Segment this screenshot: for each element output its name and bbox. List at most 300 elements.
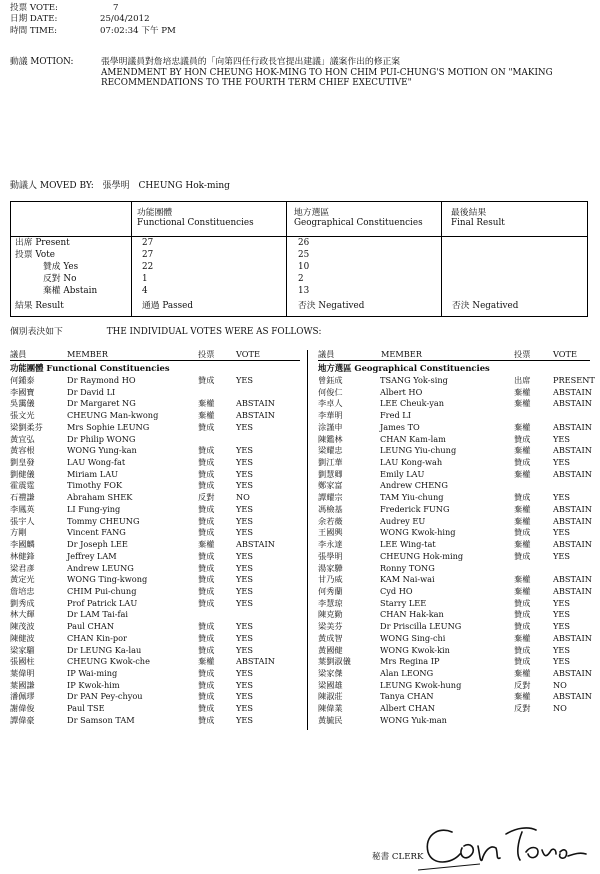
vote-en: YES: [236, 668, 253, 678]
summary-gc-present: 26: [298, 238, 310, 248]
member-name-zh: 張國柱: [10, 656, 35, 667]
vote-zh: 棄權: [514, 574, 531, 585]
mover-name-en: CHEUNG Hok-ming: [138, 181, 230, 191]
gc-group-label: 地方選區 Geographical Constituencies: [318, 363, 490, 373]
member-name-zh: 林大輝: [10, 609, 35, 620]
vote-zh: 贊成: [198, 679, 215, 690]
vote-zh: 贊成: [198, 621, 215, 632]
member-name-en: Dr David LI: [67, 386, 116, 397]
gc-member-row: [0, 492, 600, 504]
vote-en: YES: [236, 457, 253, 468]
vote-en: YES: [236, 632, 253, 643]
member-name-en: Miriam LAU: [67, 468, 119, 479]
member-name-en: Dr PAN Pey-chyou: [67, 691, 143, 702]
gc-header-rule: [318, 360, 590, 361]
member-name-zh: 何秀蘭: [318, 585, 343, 596]
member-name-zh: 梁家騮: [10, 644, 35, 655]
vote-zh: 棄權: [514, 503, 531, 514]
vote-zh: 棄權: [514, 386, 531, 397]
clerk-signature: [418, 812, 588, 872]
moved-by-label: 動議人 MOVED BY:: [10, 181, 94, 191]
vote-zh: 贊成: [514, 656, 531, 667]
vote-zh: 贊成: [514, 621, 531, 632]
vote-en: ABSTAIN: [236, 410, 275, 421]
member-name-zh: 張宇人: [10, 515, 35, 526]
member-name-zh: 何鍾泰: [10, 375, 35, 385]
member-name-zh: 黃宜弘: [10, 433, 35, 444]
vote-zh: 棄權: [198, 539, 215, 550]
vote-en: ABSTAIN: [553, 539, 592, 550]
motion-text: [101, 57, 581, 89]
member-name-zh: 陳茂波: [10, 621, 35, 632]
member-name-zh: 張文光: [10, 410, 35, 421]
vote-en: ABSTAIN: [553, 386, 592, 397]
member-name-zh: 葉劉淑儀: [318, 656, 351, 667]
vote-en: YES: [236, 468, 253, 479]
vote-en: ABSTAIN: [553, 691, 592, 702]
gc-col-member-zh: 議員: [318, 349, 335, 359]
member-name-zh: 黃毓民: [318, 714, 343, 725]
vote-zh: 贊成: [198, 703, 215, 714]
summary-gc-yes: 10: [298, 262, 310, 272]
member-name-zh: 霍震霆: [10, 480, 35, 491]
vote-zh: 贊成: [514, 550, 531, 561]
fc-group-label: 功能團體 Functional Constituencies: [10, 363, 170, 373]
vote-en: YES: [553, 457, 570, 468]
vote-zh: 反對: [514, 679, 531, 690]
member-name-en: Timothy FOK: [67, 480, 123, 491]
member-name-zh: 劉慧卿: [318, 468, 343, 479]
summary-final-result: 否決 Negatived: [452, 301, 519, 311]
member-name-zh: 馮檢基: [318, 503, 343, 514]
time-value: 07:02:34 下午 PM: [100, 26, 176, 36]
moved-by: [10, 181, 230, 191]
gc-member-row: [0, 645, 600, 657]
member-name-en: CHEUNG Man-kwong: [67, 410, 159, 421]
vote-zh: 贊成: [198, 550, 215, 561]
member-name-en: Cyd HO: [380, 585, 413, 596]
vote-en: ABSTAIN: [553, 585, 592, 596]
vote-zh: 棄權: [514, 585, 531, 596]
vote-en: YES: [553, 527, 570, 538]
summary-label-no: 反對 No: [43, 274, 77, 284]
time-label: 時間 TIME:: [10, 26, 58, 36]
member-name-zh: 黃容根: [10, 445, 35, 456]
summary-gc-header: 地方選區 Geographical Constituencies: [294, 208, 423, 228]
member-name-zh: 劉健儀: [10, 468, 35, 479]
vote-zh: 贊成: [198, 714, 215, 725]
member-name-zh: 陳淑莊: [318, 691, 343, 702]
vote-en: YES: [236, 585, 253, 596]
summary-final-header: 最後結果 Final Result: [451, 208, 505, 228]
vote-zh: 贊成: [198, 480, 215, 491]
vote-en: ABSTAIN: [553, 503, 592, 514]
vote-zh: 棄權: [198, 398, 215, 409]
vote-en: ABSTAIN: [553, 515, 592, 526]
vote-zh: 棄權: [514, 445, 531, 456]
summary-col-divider-3: [441, 202, 442, 316]
member-name-en: CHIM Pui-chung: [67, 585, 137, 596]
member-name-zh: 李鳳英: [10, 503, 35, 514]
vote-en: YES: [553, 656, 570, 667]
member-name-en: Dr Raymond HO: [67, 375, 136, 385]
vote-zh: 贊成: [198, 527, 215, 538]
member-name-zh: 李國麟: [10, 539, 35, 550]
date-value: 25/04/2012: [100, 14, 150, 24]
member-name-en: KAM Nai-wai: [380, 574, 435, 585]
fc-col-vote-zh: 投票: [198, 349, 215, 359]
member-name-en: Mrs Regina IP: [380, 656, 440, 667]
member-name-en: Emily LAU: [380, 468, 425, 479]
gc-col-vote-zh: 投票: [514, 349, 531, 359]
vote-en: YES: [236, 574, 253, 585]
date-line: [10, 15, 150, 25]
vote-en: NO: [553, 703, 567, 714]
member-name-en: LAU Kong-wah: [380, 457, 443, 468]
vote-zh: 贊成: [198, 445, 215, 456]
gc-member-row: [0, 680, 600, 692]
summary-header-divider: [11, 236, 587, 237]
gc-member-row: [0, 516, 600, 528]
member-name-zh: 陳偉業: [318, 703, 343, 714]
member-name-en: LI Fung-ying: [67, 503, 121, 514]
member-name-en: Albert CHAN: [380, 703, 435, 714]
vote-zh: 贊成: [514, 492, 531, 503]
member-name-en: Paul CHAN: [67, 621, 114, 632]
member-name-en: TAM Yiu-chung: [380, 492, 444, 503]
time-line: [10, 27, 176, 37]
member-name-zh: 梁家傑: [318, 668, 343, 678]
individual-votes-heading-en: THE INDIVIDUAL VOTES WERE AS FOLLOWS:: [106, 327, 322, 337]
vote-zh: 贊成: [198, 562, 215, 573]
vote-zh: 贊成: [198, 644, 215, 655]
vote-en: YES: [553, 550, 570, 561]
fc-col-member-en: MEMBER: [67, 349, 108, 359]
gc-member-row: [0, 375, 600, 387]
gc-member-row: [0, 586, 600, 598]
vote-en: ABSTAIN: [236, 656, 275, 667]
member-name-zh: 黃定光: [10, 574, 35, 585]
member-name-en: WONG Kwok-hing: [380, 527, 456, 538]
member-name-zh: 梁國雄: [318, 679, 343, 690]
member-name-zh: 余若薇: [318, 515, 343, 526]
vote-zh: 棄權: [514, 398, 531, 409]
vote-number-value: 7: [113, 3, 119, 13]
individual-votes-heading: [10, 327, 322, 337]
member-name-zh: 涂謹申: [318, 421, 343, 432]
member-name-zh: 黃國健: [318, 644, 343, 655]
member-name-en: LEE Cheuk-yan: [380, 398, 445, 409]
vote-zh: 贊成: [198, 691, 215, 702]
summary-fc-yes: 22: [142, 262, 154, 272]
gc-member-row: [0, 598, 600, 610]
summary-label-result: 結果 Result: [15, 301, 64, 311]
vote-zh: 反對: [514, 703, 531, 714]
vote-en: PRESENT: [553, 375, 595, 385]
vote-zh: 贊成: [514, 433, 531, 444]
vote-en: ABSTAIN: [236, 398, 275, 409]
vote-en: YES: [236, 445, 253, 456]
gc-member-row: [0, 504, 600, 516]
result-summary-table: [10, 201, 588, 317]
motion-title-en-line2: RECOMMENDATIONS TO THE FOURTH TERM CHIEF EXECUTIVE": [101, 78, 412, 89]
summary-fc-vote: 27: [142, 250, 154, 260]
gc-member-row: [0, 691, 600, 703]
member-name-zh: 譚偉豪: [10, 714, 35, 725]
vote-en: YES: [236, 503, 253, 514]
vote-number-line: [10, 4, 118, 14]
vote-zh: 贊成: [198, 468, 215, 479]
member-name-en: Paul TSE: [67, 703, 105, 714]
vote-en: YES: [236, 562, 253, 573]
gc-member-row: [0, 469, 600, 481]
vote-en: NO: [236, 492, 250, 503]
member-name-en: Jeffrey LAM: [67, 550, 117, 561]
gc-member-row: [0, 445, 600, 457]
member-name-en: Prof Patrick LAU: [67, 597, 138, 608]
vote-en: YES: [236, 550, 253, 561]
member-name-en: Ronny TONG: [380, 562, 435, 573]
vote-en: ABSTAIN: [553, 668, 592, 678]
vote-en: YES: [236, 375, 253, 385]
member-name-en: Dr Priscilla LEUNG: [380, 621, 462, 632]
member-name-en: WONG Yung-kan: [67, 445, 137, 456]
member-name-zh: 譚耀宗: [318, 492, 343, 503]
member-name-zh: 李永達: [318, 539, 343, 550]
member-name-zh: 曾鈺成: [318, 375, 343, 385]
vote-en: YES: [553, 644, 570, 655]
vote-en: YES: [236, 691, 253, 702]
member-name-en: LAU Wong-fat: [67, 457, 126, 468]
fc-col-vote-en: VOTE: [236, 349, 260, 359]
member-name-zh: 梁劉柔芬: [10, 421, 43, 432]
gc-col-member-en: MEMBER: [381, 349, 422, 359]
member-name-zh: 李華明: [318, 410, 343, 421]
member-name-en: Andrew LEUNG: [67, 562, 134, 573]
vote-zh: 贊成: [198, 668, 215, 678]
individual-votes-heading-zh: 個別表決如下: [10, 327, 63, 337]
member-name-zh: 李慧琼: [318, 597, 343, 608]
member-name-en: Dr Samson TAM: [67, 714, 135, 725]
vote-zh: 贊成: [198, 574, 215, 585]
member-name-zh: 黃成智: [318, 632, 343, 643]
member-name-zh: 何俊仁: [318, 386, 343, 397]
member-name-zh: 葉偉明: [10, 668, 35, 678]
summary-fc-no: 1: [142, 274, 148, 284]
gc-member-row: [0, 457, 600, 469]
vote-en: YES: [553, 621, 570, 632]
vote-zh: 棄權: [514, 468, 531, 479]
member-name-zh: 劉江華: [318, 457, 343, 468]
gc-member-row: [0, 551, 600, 563]
vote-zh: 贊成: [514, 609, 531, 620]
member-name-zh: 詹培忠: [10, 585, 35, 596]
vote-en: YES: [236, 421, 253, 432]
gc-member-row: [0, 703, 600, 715]
member-name-en: CHEUNG Hok-ming: [380, 550, 464, 561]
member-name-zh: 梁美芬: [318, 621, 343, 632]
vote-en: ABSTAIN: [553, 421, 592, 432]
member-name-zh: 李國寶: [10, 386, 35, 397]
member-name-en: CHAN Kam-lam: [380, 433, 446, 444]
gc-member-row: [0, 715, 600, 727]
member-name-en: Andrew CHENG: [380, 480, 448, 491]
mover-name-zh: 張學明: [102, 181, 130, 191]
vote-zh: 棄權: [514, 691, 531, 702]
clerk-label: 秘書 CLERK: [372, 852, 424, 862]
vote-zh: 出席: [514, 375, 531, 385]
summary-gc-abstain: 13: [298, 286, 310, 296]
fc-col-member-zh: 議員: [10, 349, 27, 359]
gc-col-vote-en: VOTE: [553, 349, 577, 359]
vote-zh: 棄權: [514, 632, 531, 643]
gc-member-row: [0, 539, 600, 551]
vote-zh: 贊成: [198, 421, 215, 432]
summary-label-abstain: 棄權 Abstain: [43, 286, 98, 296]
motion-label: 動議 MOTION:: [10, 57, 74, 67]
member-name-en: Dr Margaret NG: [67, 398, 136, 409]
motion-title-zh: 張學明議員對詹培忠議員的「向第四任行政長官提出建議」議案作出的修正案: [101, 57, 401, 67]
gc-member-row: [0, 633, 600, 645]
member-name-en: Tanya CHAN: [380, 691, 434, 702]
vote-zh: 贊成: [198, 375, 215, 385]
vote-en: ABSTAIN: [553, 632, 592, 643]
member-name-en: Dr Philip WONG: [67, 433, 136, 444]
member-name-zh: 劉秀成: [10, 597, 35, 608]
gc-member-row: [0, 609, 600, 621]
summary-gc-vote: 25: [298, 250, 310, 260]
member-name-en: Albert HO: [380, 386, 423, 397]
gc-member-row: [0, 434, 600, 446]
vote-en: YES: [236, 527, 253, 538]
vote-zh: 棄權: [514, 668, 531, 678]
vote-en: ABSTAIN: [553, 445, 592, 456]
vote-en: YES: [553, 492, 570, 503]
member-name-zh: 湯家驊: [318, 562, 343, 573]
member-name-en: Dr Joseph LEE: [67, 539, 128, 550]
member-name-en: Frederick FUNG: [380, 503, 450, 514]
vote-zh: 棄權: [198, 656, 215, 667]
member-name-en: James TO: [380, 421, 420, 432]
member-name-zh: 梁耀忠: [318, 445, 343, 456]
member-name-en: CHAN Hak-kan: [380, 609, 444, 620]
vote-zh: 贊成: [514, 457, 531, 468]
vote-zh: 贊成: [198, 597, 215, 608]
vote-en: YES: [553, 609, 570, 620]
gc-member-row: [0, 422, 600, 434]
vote-zh: 棄權: [198, 410, 215, 421]
vote-zh: 贊成: [198, 515, 215, 526]
gc-member-row: [0, 398, 600, 410]
member-name-zh: 方剛: [10, 527, 27, 538]
member-name-en: Mrs Sophie LEUNG: [67, 421, 150, 432]
member-name-en: LEUNG Kwok-hung: [380, 679, 462, 690]
member-name-en: LEE Wing-tat: [380, 539, 436, 550]
vote-zh: 贊成: [198, 585, 215, 596]
member-name-en: TSANG Yok-sing: [380, 375, 448, 385]
vote-zh: 棄權: [514, 515, 531, 526]
vote-en: YES: [236, 621, 253, 632]
vote-zh: 反對: [198, 492, 215, 503]
vote-en: YES: [236, 515, 253, 526]
member-name-zh: 陳克勤: [318, 609, 343, 620]
vote-zh: 棄權: [514, 539, 531, 550]
vote-en: YES: [236, 703, 253, 714]
vote-zh: 贊成: [514, 597, 531, 608]
member-name-en: LEUNG Yiu-chung: [380, 445, 457, 456]
vote-en: YES: [553, 433, 570, 444]
member-name-en: IP Kwok-him: [67, 679, 120, 690]
gc-member-row: [0, 410, 600, 422]
member-name-en: IP Wai-ming: [67, 668, 118, 678]
gc-member-row: [0, 527, 600, 539]
vote-en: YES: [236, 714, 253, 725]
summary-fc-abstain: 4: [142, 286, 148, 296]
member-name-en: Audrey EU: [380, 515, 426, 526]
summary-fc-header: 功能團體 Functional Constituencies: [137, 208, 254, 228]
member-name-zh: 吳靄儀: [10, 398, 35, 409]
member-name-zh: 甘乃威: [318, 574, 343, 585]
gc-member-row: [0, 387, 600, 399]
member-name-en: Alan LEONG: [380, 668, 434, 678]
member-name-zh: 潘佩璆: [10, 691, 35, 702]
member-name-zh: 陳健波: [10, 632, 35, 643]
vote-en: ABSTAIN: [553, 468, 592, 479]
summary-label-present: 出席 Present: [15, 238, 70, 248]
vote-zh: 贊成: [514, 644, 531, 655]
gc-member-row: [0, 668, 600, 680]
vote-zh: 贊成: [514, 527, 531, 538]
gc-member-row: [0, 621, 600, 633]
member-name-zh: 石禮謙: [10, 492, 35, 503]
vote-zh: 棄權: [514, 421, 531, 432]
gc-member-row: [0, 563, 600, 575]
vote-en: ABSTAIN: [236, 539, 275, 550]
member-name-en: Abraham SHEK: [67, 492, 133, 503]
vote-en: ABSTAIN: [553, 398, 592, 409]
member-name-zh: 張學明: [318, 550, 343, 561]
member-name-zh: 王國興: [318, 527, 343, 538]
member-name-en: Fred LI: [380, 410, 411, 421]
summary-col-divider-1: [131, 202, 132, 316]
summary-label-yes: 贊成 Yes: [43, 262, 79, 272]
summary-fc-result: 通過 Passed: [142, 301, 194, 311]
member-name-en: Vincent FANG: [67, 527, 126, 538]
summary-fc-present: 27: [142, 238, 154, 248]
vote-en: YES: [236, 597, 253, 608]
vote-en: YES: [236, 644, 253, 655]
member-name-en: Tommy CHEUNG: [67, 515, 140, 526]
motion-title-en-line1: AMENDMENT BY HON CHEUNG HOK-MING TO HON CHIM PUI-CHUNG'S MOTION ON "MAKING: [101, 67, 553, 78]
member-name-en: WONG Kwok-kin: [380, 644, 450, 655]
gc-member-row: [0, 574, 600, 586]
member-name-en: Dr LAM Tai-fai: [67, 609, 129, 620]
date-label: 日期 DATE:: [10, 14, 58, 24]
vote-zh: 贊成: [198, 632, 215, 643]
member-name-en: WONG Yuk-man: [380, 714, 447, 725]
summary-gc-no: 2: [298, 274, 304, 284]
member-name-zh: 林健鋒: [10, 550, 35, 561]
member-name-en: Dr LEUNG Ka-lau: [67, 644, 142, 655]
fc-header-rule: [10, 360, 300, 361]
vote-en: ABSTAIN: [553, 574, 592, 585]
member-name-en: Starry LEE: [380, 597, 427, 608]
vote-zh: 贊成: [198, 503, 215, 514]
member-name-zh: 鄭家富: [318, 480, 343, 491]
member-name-zh: 劉皇發: [10, 457, 35, 468]
member-name-en: CHEUNG Kwok-che: [67, 656, 150, 667]
member-name-en: WONG Ting-kwong: [67, 574, 148, 585]
